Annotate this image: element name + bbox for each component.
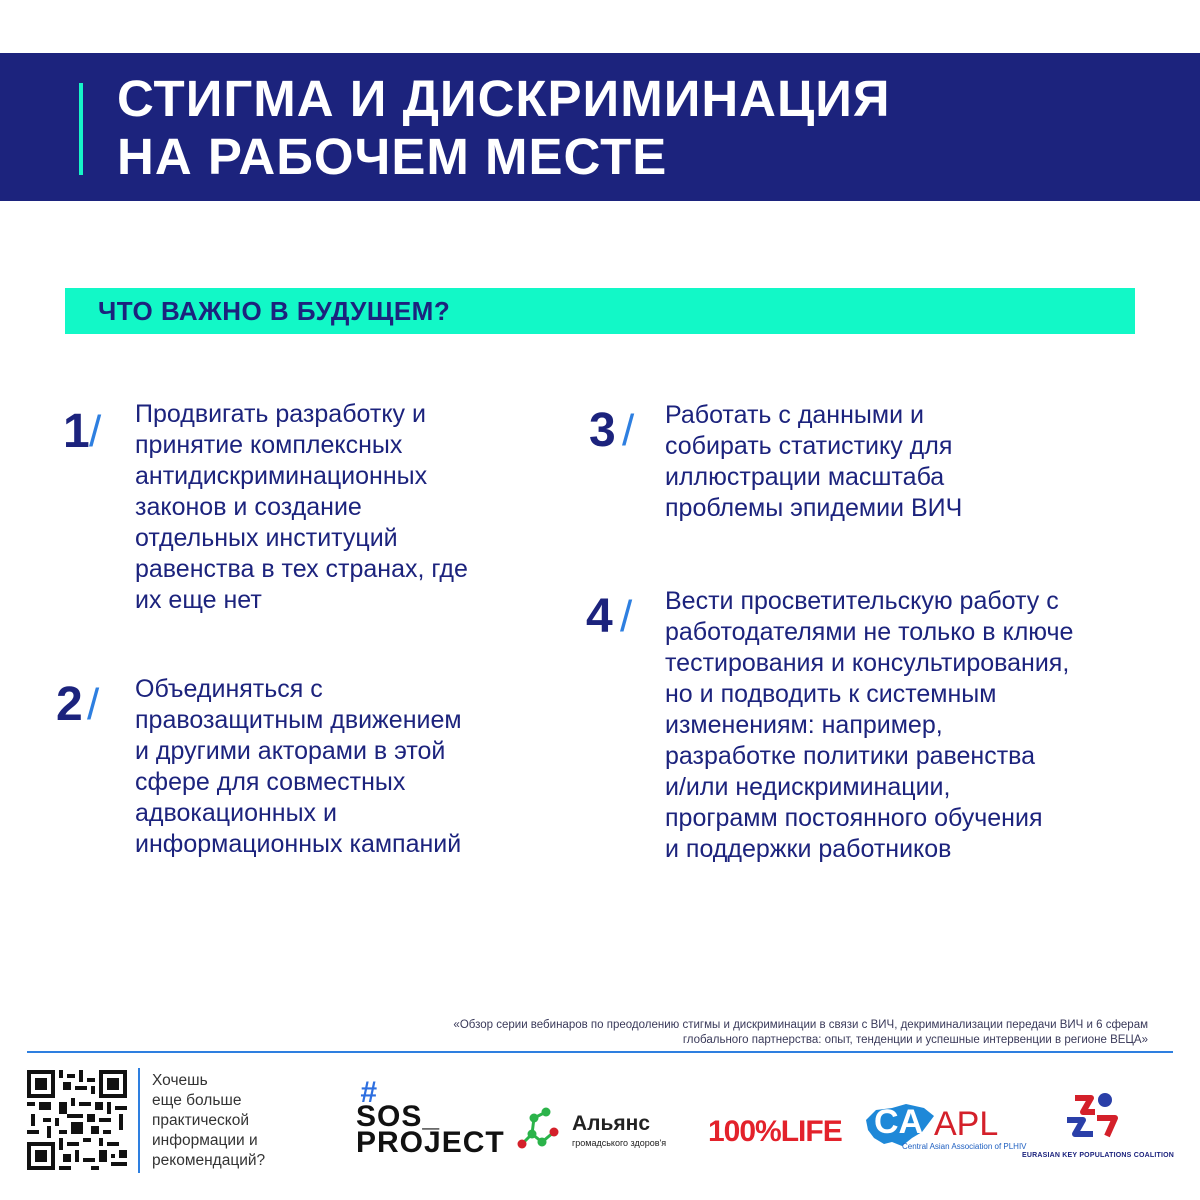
item-text-line: проблемы эпидемии ВИЧ (665, 494, 963, 522)
item-text-line: их еще нет (135, 586, 262, 614)
alliance-name: Альянс (572, 1112, 651, 1135)
item-text-line: иллюстрации масштаба (665, 463, 945, 491)
item-text-line: Вести просветительскую работу с (665, 587, 1059, 615)
alliance-molecule-icon (512, 1104, 568, 1154)
sos-logo-line-2: PROJECT (356, 1126, 505, 1159)
item-text-line: информационных кампаний (135, 830, 462, 858)
cta-line: информации и (152, 1132, 258, 1149)
100-life-logo (708, 1112, 842, 1152)
cta-line: Хочешь (152, 1072, 208, 1089)
item-text-line: правозащитным движением (135, 706, 462, 734)
cta-line: практической (152, 1112, 250, 1129)
item-text-line: и другими акторами в этой (135, 737, 446, 765)
item-text-line: изменениям: например, (665, 711, 943, 739)
alliance-logo (512, 1104, 682, 1154)
item-text-line: но и подводить к системным (665, 680, 997, 708)
source-line-2: глобального партнерства: опыт, тенденции и успешные интервенции в регионе ВЕЦА» (682, 1034, 1148, 1046)
100-life-text: 100%LIFE (708, 1115, 842, 1148)
item-text-line: антидискриминационных (135, 462, 428, 490)
cta-line: еще больше (152, 1092, 242, 1109)
page-title (117, 70, 1157, 186)
item-text-line: и поддержки работников (665, 835, 952, 863)
qr-divider (138, 1068, 140, 1173)
caapl-subtitle: Central Asian Association of PLHIV (902, 1142, 1027, 1151)
footer-divider (27, 1051, 1173, 1053)
item-text (135, 399, 555, 616)
cta-text (152, 1071, 322, 1171)
source-line-1: «Обзор серии вебинаров по преодолению стигмы и дискриминации в связи с ВИЧ, декриминализации передачи ВИЧ и 6 сферам (453, 1019, 1148, 1031)
enpc-text: EURASIAN KEY POPULATIONS COALITION (1022, 1152, 1174, 1159)
sos-hash-mark: # (360, 1076, 377, 1109)
caapl-ca-text: CA (874, 1103, 924, 1141)
item-text-line: равенства в тех странах, где (135, 555, 468, 583)
item-text-line: Продвигать разработку и (135, 400, 426, 428)
page-title-line-2: НА РАБОЧЕМ МЕСТЕ (117, 128, 668, 185)
item-text-line: работодателями не только в ключе (665, 618, 1074, 646)
item-text-line: собирать статистику для (665, 432, 953, 460)
page-title-line-1: СТИГМА И ДИСКРИМИНАЦИЯ (117, 70, 891, 127)
item-number: 1 (63, 405, 90, 458)
sos-logo-line-1: SOS_ (356, 1100, 441, 1133)
caapl-apl-text: APL (934, 1105, 999, 1143)
item-text-line: тестирования и консультирования, (665, 649, 1070, 677)
cta-line: рекомендаций? (152, 1152, 266, 1169)
item-text-line: и/или недискриминации, (665, 773, 951, 801)
item-text (135, 674, 555, 860)
item-slash: / (87, 680, 100, 729)
item-number: 2 (56, 678, 83, 731)
item-text-line: разработке политики равенства (665, 742, 1036, 770)
item-text-line: адвокационных и (135, 799, 337, 827)
item-number: 3 (589, 404, 616, 457)
item-slash: / (622, 406, 635, 455)
item-text-line: программ постоянного обучения (665, 804, 1043, 832)
enpc-emblem-icon (1057, 1090, 1127, 1150)
item-text-line: принятие комплексных (135, 431, 403, 459)
header-accent-bar (79, 83, 83, 175)
section-heading-bar (65, 288, 1135, 334)
item-text-line: сфере для совместных (135, 768, 406, 796)
qr-code-icon[interactable] (27, 1070, 127, 1170)
enpc-logo (1022, 1090, 1174, 1162)
item-number: 4 (586, 590, 613, 643)
item-text-line: законов и создание (135, 493, 362, 521)
source-citation (328, 1018, 1148, 1048)
section-title: ЧТО ВАЖНО В БУДУЩЕМ? (98, 296, 451, 326)
item-text-line: Работать с данными и (665, 401, 924, 429)
item-text (665, 400, 1165, 524)
item-slash: / (89, 407, 102, 456)
alliance-subtitle: громадського здоров'я (572, 1138, 667, 1148)
caapl-logo (862, 1102, 1027, 1158)
item-slash: / (620, 592, 633, 641)
item-text (665, 586, 1175, 865)
item-text-line: отдельных институций (135, 524, 398, 552)
item-text-line: Объединяться с (135, 675, 323, 703)
sos-project-logo (356, 1076, 505, 1160)
